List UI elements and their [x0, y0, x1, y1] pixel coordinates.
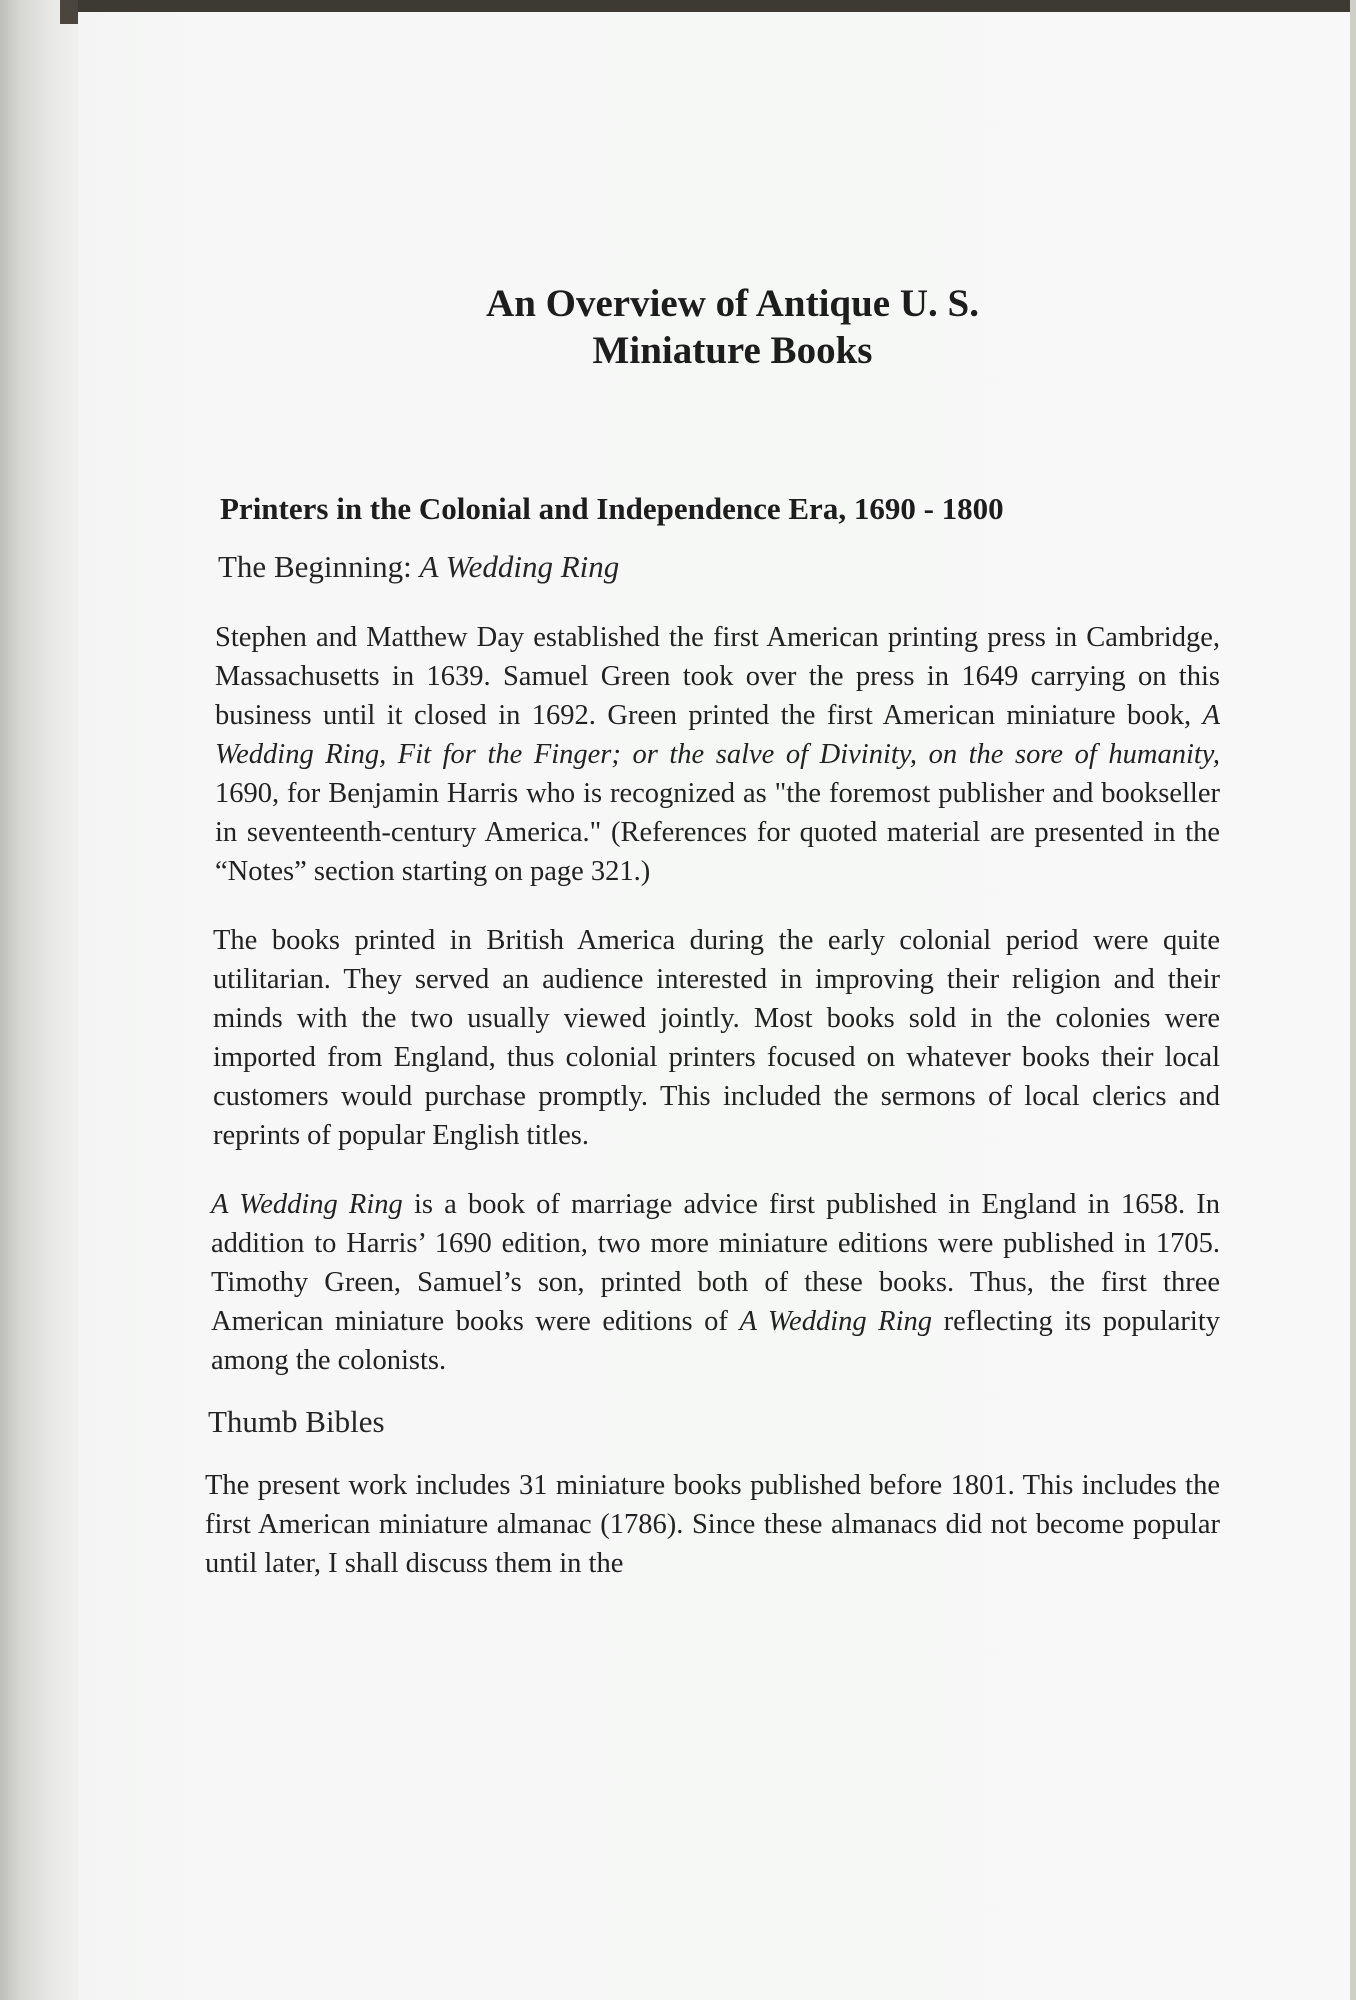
paragraph-3-text-a: is a book of marriage advice first published in England in 1658. In addition to Harris’ 1690 edition, two more miniature editions were published in 1705. Timothy Green, Samuel’s son, printed both of these books. Thus, the first three American miniature books were editions of: [211, 1189, 1220, 1337]
scan-border-right: [1350, 0, 1356, 2000]
page-content: [205, 280, 1220, 1583]
scan-border: [60, 0, 78, 24]
paragraph-3-italic-a: A Wedding Ring: [211, 1189, 403, 1220]
paragraph-1: [215, 618, 1220, 891]
paragraph-4: The present work includes 31 miniature books published before 1801. This includes the first American miniature almanac (1786). Since these almanacs did not become popular until later, I shall discuss them in the: [205, 1470, 1220, 1579]
paragraph-3-italic-b: A Wedding Ring: [739, 1306, 933, 1337]
paragraph-3-text-b: reflecting its popularity among the colonists.: [211, 1306, 1220, 1376]
paragraph-1-text-a: Stephen and Matthew Day established the first American printing press in Cambridge, Massachusetts in 1639. Samuel Green took over the press in 1649 carrying on this business until it closed in 1692. Green printed the first American miniature book,: [215, 622, 1220, 731]
paragraph-3: [211, 1185, 1220, 1380]
page-title: [245, 280, 1220, 374]
title-line-1: An Overview of Antique U. S.: [486, 282, 979, 325]
subheading-prefix: The Beginning:: [218, 549, 420, 584]
subheading-thumb-bibles: Thumb Bibles: [208, 1404, 385, 1439]
section-heading: Printers in the Colonial and Independence Era, 1690 - 1800: [220, 491, 1004, 526]
book-spine-shadow: [0, 0, 78, 2000]
subheading-the-beginning: [218, 549, 1220, 585]
paragraph-1-italic-title: A Wedding Ring, Fit for the Finger; or the salve of Divinity, on the sore of humanity,: [215, 700, 1220, 770]
paragraph-1-text-b: 1690, for Benjamin Harris who is recognized as "the foremost publisher and bookseller in seventeenth-century America." (References for quoted material are presented in the “Notes” section starting on page 321.): [215, 778, 1220, 887]
paragraph-2: The books printed in British America during the early colonial period were quite utilitarian. They served an audience interested in improving their religion and their minds with the two usually viewed jointly. Most books sold in the colonies were imported from England, thus colonial printers focused on whatever books their local customers would purchase promptly. This included the sermons of local clerics and reprints of popular English titles.: [213, 925, 1220, 1151]
title-line-2: Miniature Books: [592, 329, 873, 372]
subheading-italic-title: A Wedding Ring: [419, 549, 620, 584]
scan-border-top: [78, 0, 1356, 12]
